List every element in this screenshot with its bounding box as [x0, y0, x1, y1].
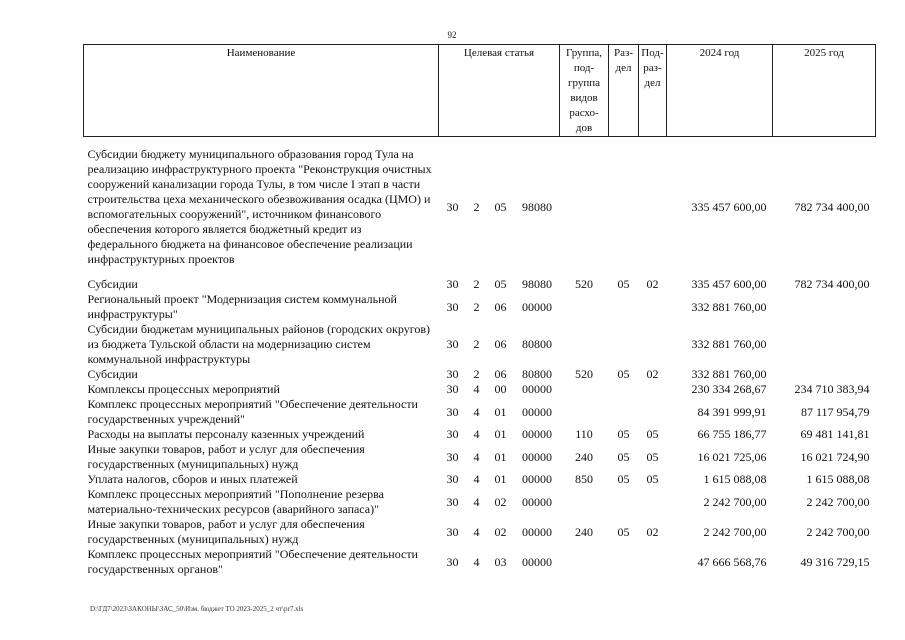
amount-2025 — [773, 322, 876, 367]
budget-table — [83, 44, 876, 577]
subsection: 02 — [646, 277, 659, 291]
section — [609, 382, 639, 397]
amount-2024: 1 615 088,08 — [703, 472, 767, 486]
subsection — [639, 487, 667, 517]
code-type: 4 — [473, 524, 480, 539]
amount-2024: 332 881 760,00 — [691, 299, 767, 314]
table-row — [84, 277, 876, 292]
section — [609, 547, 639, 577]
expense-group: 240 — [575, 449, 593, 464]
code-subprogram: 06 — [494, 367, 507, 381]
code-type: 2 — [473, 277, 480, 291]
amount-2025: 69 481 141,81 — [800, 427, 870, 441]
amount-2024: 335 457 600,00 — [691, 199, 767, 214]
expense-group: 520 — [575, 367, 593, 381]
row-name: Комплексы процессных мероприятий — [87, 382, 280, 396]
row-name: Региональный проект "Модернизация систем коммунальной инфраструктуры" — [87, 292, 397, 321]
header-year-2025: 2025 год — [773, 45, 876, 137]
amount-2025: 2 242 700,00 — [806, 494, 870, 509]
expense-group: 110 — [575, 427, 593, 441]
section: 05 — [617, 277, 630, 291]
expense-group — [560, 547, 609, 577]
amount-2024: 335 457 600,00 — [691, 277, 767, 291]
code-program: 30 — [446, 382, 459, 396]
amount-2025 — [773, 292, 876, 322]
amount-2025: 782 734 400,00 — [794, 277, 870, 291]
subsection: 05 — [646, 427, 659, 441]
table-row — [84, 147, 876, 267]
code-type: 4 — [473, 404, 480, 419]
code-direction: 80800 — [522, 337, 552, 351]
amount-2025: 87 117 954,79 — [800, 404, 870, 419]
section — [609, 322, 639, 367]
code-direction: 00000 — [522, 404, 552, 419]
code-type: 4 — [473, 472, 480, 486]
code-direction: 00000 — [522, 494, 552, 509]
table-row — [84, 367, 876, 382]
row-name: Комплекс процессных мероприятий "Обеспечение деятельности государственных органов" — [87, 547, 418, 576]
expense-group — [560, 322, 609, 367]
subsection — [639, 397, 667, 427]
table-row — [84, 547, 876, 577]
table-row — [84, 382, 876, 397]
code-direction: 00000 — [522, 554, 552, 569]
code-type: 4 — [473, 449, 480, 464]
code-direction: 00000 — [522, 472, 552, 486]
table-row — [84, 442, 876, 472]
code-subprogram: 00 — [494, 382, 507, 396]
section: 05 — [617, 472, 630, 486]
section — [609, 292, 639, 322]
row-name: Иные закупки товаров, работ и услуг для обеспечения государственных (муниципальных) нужд — [87, 442, 365, 471]
amount-2024: 2 242 700,00 — [703, 494, 767, 509]
code-program: 30 — [446, 367, 459, 381]
section: 05 — [617, 449, 630, 464]
header-target: Целевая статья — [439, 45, 560, 137]
row-name: Комплекс процессных мероприятий "Обеспечение деятельности государственных учреждений" — [87, 397, 418, 426]
code-direction: 00000 — [522, 382, 552, 396]
amount-2025: 2 242 700,00 — [806, 524, 870, 539]
amount-2025: 782 734 400,00 — [794, 199, 870, 214]
header-year-2024: 2024 год — [667, 45, 773, 137]
amount-2024: 332 881 760,00 — [691, 337, 767, 351]
code-direction: 98080 — [522, 277, 552, 291]
expense-group — [560, 487, 609, 517]
row-name: Субсидии — [87, 277, 138, 291]
subsection — [639, 322, 667, 367]
amount-2025: 16 021 724,90 — [800, 449, 870, 464]
table-row — [84, 292, 876, 322]
code-type: 4 — [473, 382, 480, 396]
code-type: 2 — [473, 337, 480, 351]
code-subprogram: 05 — [494, 277, 507, 291]
row-name: Расходы на выплаты персоналу казенных учреждений — [87, 427, 365, 441]
expense-group — [560, 147, 609, 267]
subsection: 02 — [646, 367, 659, 381]
amount-2024: 84 391 999,91 — [697, 404, 767, 419]
code-program: 30 — [446, 472, 459, 486]
row-name: Субсидии бюджету муниципального образования город Тула на реализацию инфраструктурного проекта "Реконструкция очистных сооружений канализации города Тулы, в том числе I этап в части строительства цеха механического обезвоживания осадка (ЦМО) и вспомогательных сооружений", источником финансового обеспечения которого является бюджетный кредит из федерального бюджета на финансовое обеспечение реализации инфраструктурных проектов — [87, 147, 432, 266]
code-subprogram: 02 — [494, 524, 507, 539]
code-direction: 00000 — [522, 524, 552, 539]
row-name: Субсидии — [87, 367, 138, 381]
header-section: Раз- дел — [609, 45, 639, 137]
code-type: 4 — [473, 427, 480, 441]
code-subprogram: 02 — [494, 494, 507, 509]
expense-group — [560, 382, 609, 397]
code-program: 30 — [446, 524, 459, 539]
subsection — [639, 147, 667, 267]
table-row — [84, 427, 876, 442]
code-type: 2 — [473, 299, 480, 314]
code-type: 2 — [473, 199, 480, 214]
code-direction: 00000 — [522, 427, 552, 441]
amount-2024: 230 334 268,67 — [691, 382, 767, 396]
spacer-row — [84, 137, 876, 148]
row-name: Комплекс процессных мероприятий "Пополнение резерва материально-технических ресурсов (аварийного запаса)" — [87, 487, 384, 516]
expense-group: 240 — [575, 524, 593, 539]
subsection — [639, 292, 667, 322]
section: 05 — [617, 367, 630, 381]
code-program: 30 — [446, 494, 459, 509]
expense-group — [560, 397, 609, 427]
code-subprogram: 01 — [494, 449, 507, 464]
code-program: 30 — [446, 449, 459, 464]
spacer-row — [84, 267, 876, 277]
code-program: 30 — [446, 277, 459, 291]
amount-2025: 49 316 729,15 — [800, 554, 870, 569]
code-program: 30 — [446, 427, 459, 441]
code-type: 4 — [473, 494, 480, 509]
amount-2025: 1 615 088,08 — [806, 472, 870, 486]
code-program: 30 — [446, 337, 459, 351]
row-name: Субсидии бюджетам муниципальных районов (городских округов) из бюджета Тульской области на модернизацию систем коммунальной инфраструктуры — [87, 322, 431, 366]
table-row — [84, 472, 876, 487]
footer-file-path: D:\ГД7\2023\ЗАКОНЫ\ЗАС_50\Изм. бюджет ТО 2023-2025_2 чт\pr7.xls — [90, 605, 304, 613]
section — [609, 397, 639, 427]
header-group: Группа, под- группа видов расхо- дов — [560, 45, 609, 137]
code-program: 30 — [446, 199, 459, 214]
page-number: 92 — [447, 30, 457, 40]
code-program: 30 — [446, 299, 459, 314]
code-type: 2 — [473, 367, 480, 381]
amount-2024: 66 755 186,77 — [697, 427, 767, 441]
code-direction: 98080 — [522, 199, 552, 214]
row-name: Иные закупки товаров, работ и услуг для обеспечения государственных (муниципальных) нужд — [87, 517, 365, 546]
section — [609, 487, 639, 517]
code-direction: 80800 — [522, 367, 552, 381]
amount-2024: 332 881 760,00 — [691, 367, 767, 381]
table-row — [84, 517, 876, 547]
expense-group — [560, 292, 609, 322]
amount-2025: 234 710 383,94 — [794, 382, 870, 396]
code-subprogram: 01 — [494, 472, 507, 486]
code-subprogram: 05 — [494, 199, 507, 214]
table-header-row — [84, 45, 876, 137]
code-subprogram: 06 — [494, 299, 507, 314]
expense-group: 520 — [575, 277, 593, 291]
code-subprogram: 01 — [494, 427, 507, 441]
amount-2024: 2 242 700,00 — [703, 524, 767, 539]
code-program: 30 — [446, 404, 459, 419]
amount-2024: 47 666 568,76 — [697, 554, 767, 569]
table-body — [84, 137, 876, 578]
amount-2025 — [773, 367, 876, 382]
subsection: 05 — [646, 472, 659, 486]
section: 05 — [617, 524, 630, 539]
code-program: 30 — [446, 554, 459, 569]
expense-group: 850 — [575, 472, 593, 486]
subsection: 02 — [646, 524, 659, 539]
code-direction: 00000 — [522, 449, 552, 464]
header-subsection: Под- раз- дел — [639, 45, 667, 137]
subsection: 05 — [646, 449, 659, 464]
row-name: Уплата налогов, сборов и иных платежей — [87, 472, 298, 486]
subsection — [639, 547, 667, 577]
table-row — [84, 487, 876, 517]
header-name: Наименование — [84, 45, 439, 137]
table-row — [84, 322, 876, 367]
table-row — [84, 397, 876, 427]
subsection — [639, 382, 667, 397]
section: 05 — [617, 427, 630, 441]
amount-2024: 16 021 725,06 — [697, 449, 767, 464]
code-subprogram: 06 — [494, 337, 507, 351]
code-type: 4 — [473, 554, 480, 569]
code-direction: 00000 — [522, 299, 552, 314]
code-subprogram: 01 — [494, 404, 507, 419]
code-subprogram: 03 — [494, 554, 507, 569]
section — [609, 147, 639, 267]
